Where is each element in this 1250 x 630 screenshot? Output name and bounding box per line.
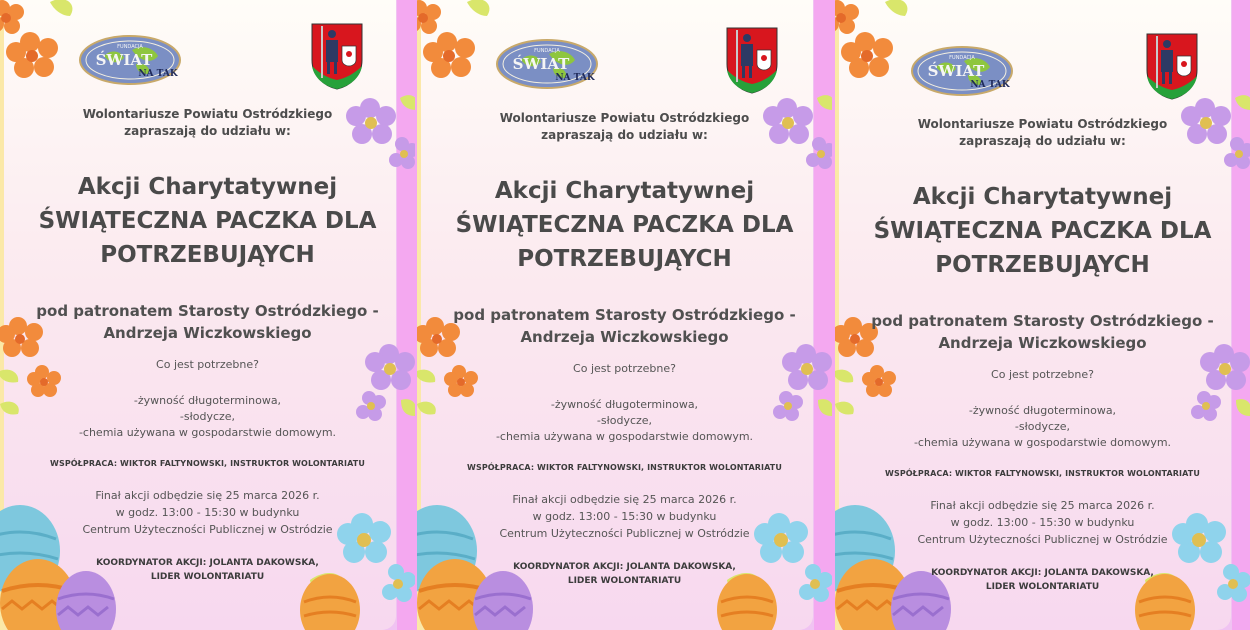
event-details: Finał akcji odbędzie się 25 marca 2026 r. w godz. 13:00 - 15:30 w budynku Centrum Użyteczności Publicznej w Ostródzie: [499, 493, 750, 540]
poster-panel-3: [835, 0, 1250, 630]
event-details: Finał akcji odbędzie się 25 marca 2026 r. w godz. 13:00 - 15:30 w budynku Centrum Użyteczności Publicznej w Ostródzie: [917, 499, 1168, 546]
coordinator-credit: KOORDYNATOR AKCJI: JOLANTA DAKOWSKA, LIDER WOLONTARIATU: [96, 558, 319, 582]
event-details: Finał akcji odbędzie się 25 marca 2026 r. w godz. 13:00 - 15:30 w budynku Centrum Użyteczności Publicznej w Ostródzie: [82, 489, 333, 536]
svg-text:ŚWIAT: ŚWIAT: [512, 55, 570, 73]
headline-title: Akcji Charytatywnej ŚWIĄTECZNA PACZKA DLA POTRZEBUJĄYCH: [38, 174, 377, 268]
needs-question: Co jest potrzebne?: [573, 362, 676, 375]
svg-text:NA TAK: NA TAK: [555, 73, 595, 83]
needed-items-list: -żywność długoterminowa, -słodycze, -chemia używana w gospodarstwie domowym.: [495, 398, 754, 443]
needed-items-list: -żywność długoterminowa, -słodycze, -chemia używana w gospodarstwie domowym.: [913, 404, 1172, 449]
headline-title: Akcji Charytatywnej ŚWIĄTECZNA PACZKA DLA POTRZEBUJĄYCH: [873, 184, 1212, 278]
patronage-text: pod patronatem Starosty Ostródzkiego - Andrzeja Wiczkowskiego: [871, 312, 1214, 352]
cooperation-credit: WSPÓŁPRACA: WIKTOR FALTYNOWSKI, INSTRUKTOR WOLONTARIATU: [50, 459, 365, 468]
flower-decoration-top-left: [417, 0, 497, 89]
needs-question: Co jest potrzebne?: [991, 368, 1094, 381]
svg-text:FUNDACJA: FUNDACJA: [949, 55, 975, 61]
flower-decoration-top-left: [0, 0, 80, 89]
needs-question: Co jest potrzebne?: [156, 358, 259, 371]
poster-panel-1: [0, 0, 415, 630]
coat-of-arms-shield-icon: [1145, 32, 1199, 100]
intro-text: Wolontariusze Powiatu Ostródzkiego zapraszają do udziału w:: [917, 117, 1168, 148]
coordinator-credit: KOORDYNATOR AKCJI: JOLANTA DAKOWSKA, LIDER WOLONTARIATU: [931, 568, 1154, 592]
fundacja-swiat-na-tak-logo: [495, 38, 599, 90]
needed-items-list: -żywność długoterminowa, -słodycze, -chemia używana w gospodarstwie domowym.: [78, 394, 337, 439]
cooperation-credit: WSPÓŁPRACA: WIKTOR FALTYNOWSKI, INSTRUKTOR WOLONTARIATU: [885, 469, 1200, 478]
intro-text: Wolontariusze Powiatu Ostródzkiego zapraszają do udziału w:: [499, 111, 750, 142]
fundacja-swiat-na-tak-logo: [78, 34, 182, 86]
cooperation-credit: WSPÓŁPRACA: WIKTOR FALTYNOWSKI, INSTRUKTOR WOLONTARIATU: [467, 463, 782, 472]
coordinator-credit: KOORDYNATOR AKCJI: JOLANTA DAKOWSKA, LIDER WOLONTARIATU: [513, 562, 736, 586]
coat-of-arms-shield-icon: [310, 22, 364, 90]
flower-decoration-top-left: [835, 0, 915, 89]
patronage-text: pod patronatem Starosty Ostródzkiego - Andrzeja Wiczkowskiego: [36, 302, 379, 342]
svg-text:NA TAK: NA TAK: [970, 80, 1010, 90]
svg-text:NA TAK: NA TAK: [138, 69, 178, 79]
coat-of-arms-shield-icon: [725, 26, 779, 94]
svg-text:ŚWIAT: ŚWIAT: [95, 51, 153, 69]
patronage-text: pod patronatem Starosty Ostródzkiego - Andrzeja Wiczkowskiego: [453, 306, 796, 346]
svg-text:FUNDACJA: FUNDACJA: [117, 44, 143, 50]
headline-title: Akcji Charytatywnej ŚWIĄTECZNA PACZKA DLA POTRZEBUJĄYCH: [455, 178, 794, 272]
svg-text:FUNDACJA: FUNDACJA: [534, 48, 560, 54]
intro-text: Wolontariusze Powiatu Ostródzkiego zapraszają do udziału w:: [82, 107, 333, 138]
svg-text:ŚWIAT: ŚWIAT: [927, 62, 985, 80]
fundacja-swiat-na-tak-logo: [910, 45, 1014, 97]
poster-panel-2: [417, 0, 832, 630]
